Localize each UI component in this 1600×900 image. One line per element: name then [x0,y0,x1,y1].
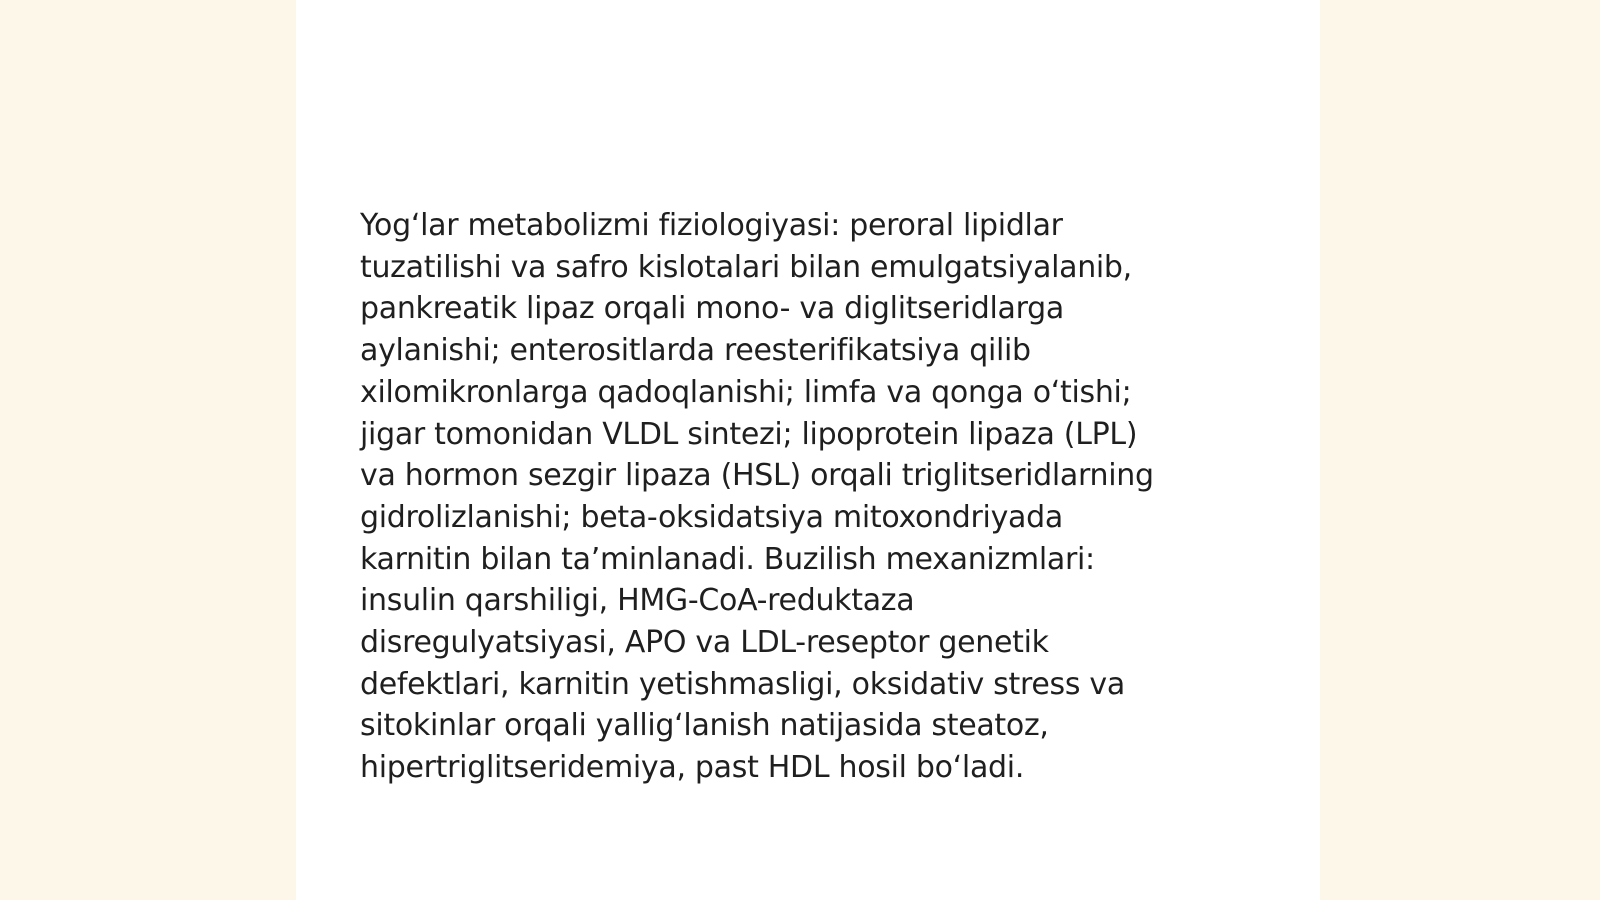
document-page [296,0,1320,900]
paragraph-line: Yog‘lar metabolizmi fiziologiyasi: peroral lipidlar [360,208,1063,243]
paragraph-line: jigar tomonidan VLDL sintezi; lipoprotein lipaza (LPL) [360,416,1138,452]
paragraph-line: insulin qarshiligi, HMG-CoA-reduktaza [360,583,915,619]
paragraph-line: pankreatik lipaz orqali mono- va diglitseridlarga [360,291,1064,327]
paragraph-line: va hormon sezgir lipaza (HSL) orqali triglitseridlarning [360,458,1154,494]
paragraph-line: hipertriglitseridemiya, past HDL hosil bo‘ladi. [360,750,1025,786]
paragraph-line: gidrolizlanishi; beta-oksidatsiya mitoxondriyada [360,499,1063,535]
paragraph-line: sitokinlar orqali yallig‘lanish natijasida steatoz, [360,708,1049,744]
paragraph-line: disregulyatsiyasi, APO va LDL-reseptor genetik [360,625,1049,661]
paragraph-line: aylanishi; enterositlarda reesterifikatsiya qilib [360,333,1031,369]
paragraph-line: xilomikronlarga qadoqlanishi; limfa va qonga o‘tishi; [360,374,1132,410]
body-paragraph [360,205,1260,789]
paragraph-line: tuzatilishi va safro kislotalari bilan emulgatsiyalanib, [360,249,1132,285]
paragraph-line: karnitin bilan ta’minlanadi. Buzilish mexanizmlari: [360,541,1095,577]
paragraph-line: defektlari, karnitin yetishmasligi, oksidativ stress va [360,666,1125,702]
